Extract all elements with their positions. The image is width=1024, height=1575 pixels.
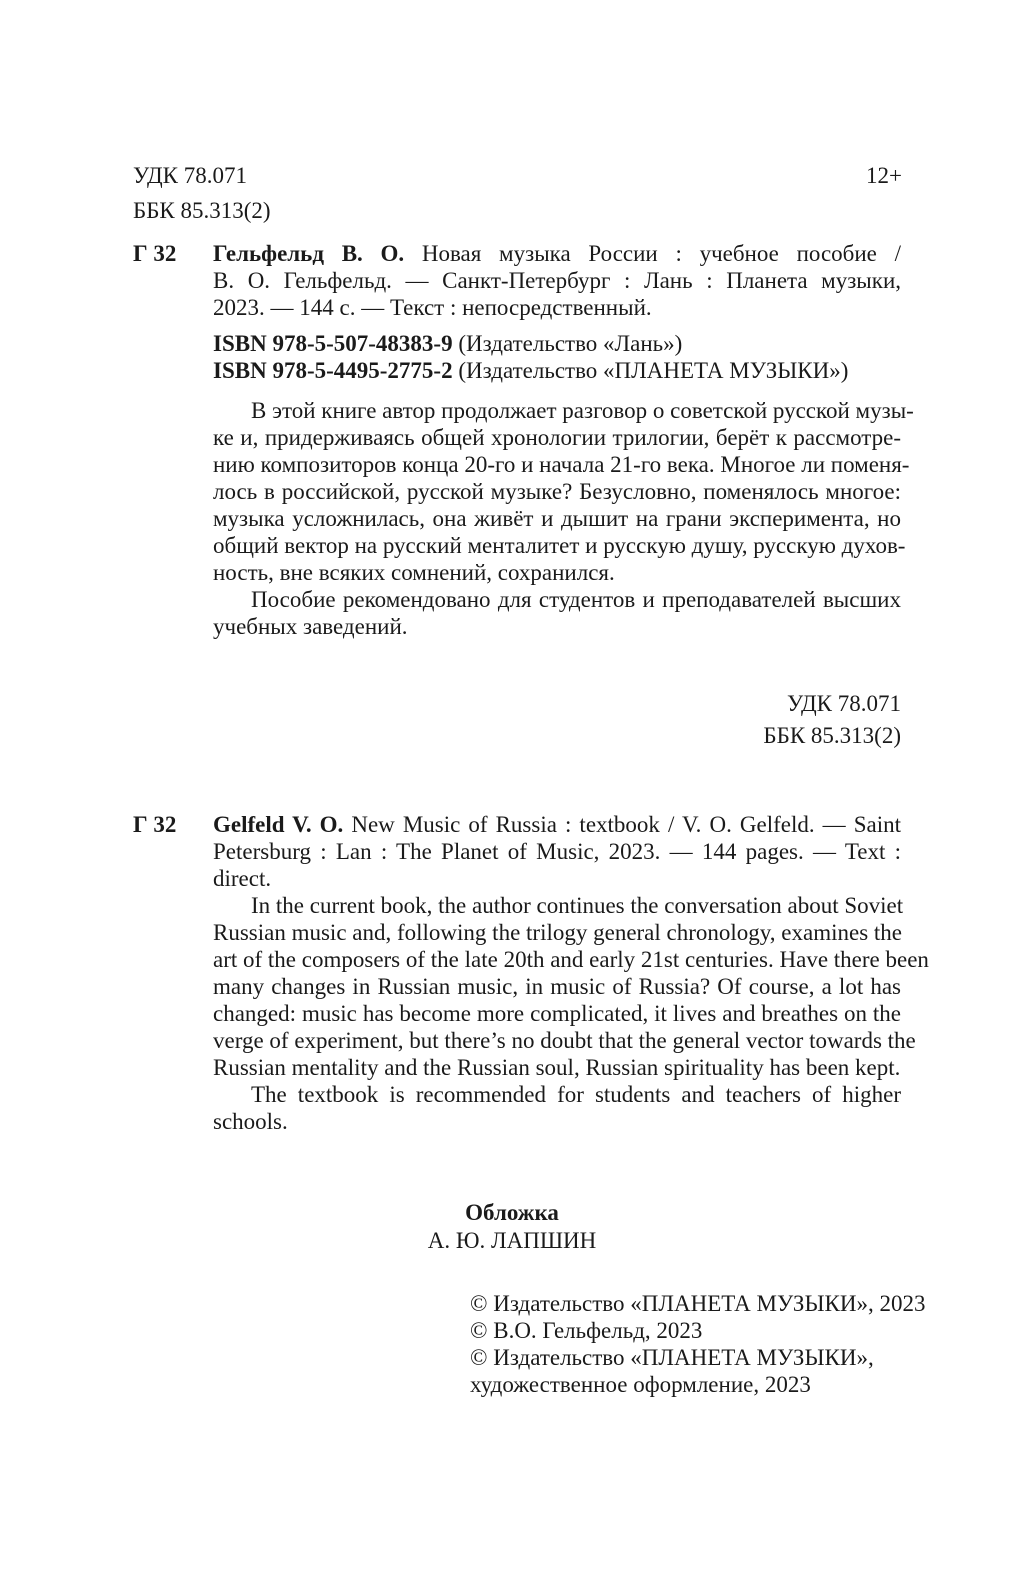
- cover-artist: А. Ю. ЛАПШИН: [427, 1228, 597, 1253]
- isbn-line-1: [213, 330, 682, 357]
- age-rating: 12+: [866, 163, 902, 188]
- annotation-ru-line: ке и, придерживаясь общей хронологии трилогии, берёт к рассмотре-: [213, 425, 901, 450]
- author-sign-en: Г 32: [133, 812, 177, 837]
- bib-line-en-2: Petersburg : Lan : The Planet of Music, 2023. — 144 pages. — Text :: [213, 839, 901, 864]
- recommendation-ru-line: учебных заведений.: [213, 614, 408, 639]
- recommendation-en-line: schools.: [213, 1109, 288, 1134]
- annotation-ru-line: ность, вне всяких сомнений, сохранился.: [213, 560, 615, 585]
- copyright-line: © В.О. Гельфельд, 2023: [470, 1318, 703, 1343]
- annotation-ru-line: нию композиторов конца 20-го и начала 21-го века. Многое ли поменя-: [213, 452, 910, 477]
- annotation-en-line: Russian mentality and the Russian soul, Russian spirituality has been kept.: [213, 1055, 901, 1080]
- bbk-code-right: ББК 85.313(2): [763, 723, 901, 748]
- annotation-en-line: verge of experiment, but there’s no doubt that the general vector towards the: [213, 1028, 916, 1053]
- annotation-en-line: art of the composers of the late 20th and early 21st centuries. Have there been: [213, 947, 929, 972]
- copyright-line: © Издательство «ПЛАНЕТА МУЗЫКИ», 2023: [470, 1291, 926, 1316]
- copyright-block: [470, 1290, 925, 1398]
- bib-text-en-1: New Music of Russia : textbook / V. O. Gelfeld. — Saint: [343, 812, 901, 837]
- isbn-2: ISBN 978-5-4495-2775-2: [213, 358, 453, 383]
- annotation-ru-line: В этой книге автор продолжает разговор о советской русской музы-: [251, 398, 914, 423]
- annotation-ru-line: общий вектор на русский менталитет и русскую душу, русскую духов-: [213, 533, 906, 558]
- annotation-en-line: In the current book, the author continues the conversation about Soviet: [251, 893, 904, 918]
- recommendation-en-line: The textbook is recommended for students and teachers of higher: [251, 1082, 901, 1107]
- bibliographic-record-en: [213, 811, 929, 1135]
- udk-code-right: УДК 78.071: [787, 691, 901, 716]
- annotation-ru-line: музыка усложнилась, она живёт и дышит на грани эксперимента, но: [213, 506, 901, 531]
- classification-codes-right: [763, 688, 901, 752]
- bib-line-en-1: [213, 811, 901, 838]
- annotation-en-line: many changes in Russian music, in music of Russia? Of course, a lot has: [213, 974, 901, 999]
- bib-line-en-3: direct.: [213, 866, 272, 891]
- annotation-ru: [213, 397, 914, 640]
- annotation-ru-line: лось в российской, русской музыке? Безусловно, поменялось многое:: [213, 479, 901, 504]
- udk-code: УДК 78.071: [133, 163, 247, 188]
- bibliographic-record-ru: [213, 240, 901, 321]
- annotation-en-line: changed: music has become more complicated, it lives and breathes on the: [213, 1001, 901, 1026]
- annotation-en-line: Russian music and, following the trilogy general chronology, examines the: [213, 920, 903, 945]
- author-sign-ru: Г 32: [133, 241, 177, 266]
- isbn-1: ISBN 978-5-507-48383-9: [213, 331, 453, 356]
- bib-line-ru-2: В. О. Гельфельд. — Санкт-Петербург : Лань : Планета музыки,: [213, 268, 901, 293]
- cover-heading: Обложка: [465, 1200, 559, 1225]
- author-name-ru: Гельфельд В. О.: [213, 241, 405, 266]
- bbk-code: ББК 85.313(2): [133, 198, 271, 223]
- author-name-en: Gelfeld V. O.: [213, 812, 344, 837]
- copyright-line: художественное оформление, 2023: [470, 1372, 811, 1397]
- isbn-1-publisher: (Издательство «Лань»): [452, 331, 683, 356]
- copyright-line: © Издательство «ПЛАНЕТА МУЗЫКИ»,: [470, 1345, 874, 1370]
- bib-line-ru-1: [213, 240, 901, 267]
- isbn-2-publisher: (Издательство «ПЛАНЕТА МУЗЫКИ»): [452, 358, 849, 383]
- bib-line-ru-3: 2023. — 144 с. — Текст : непосредственный.: [213, 295, 652, 320]
- bib-text-ru-1: Новая музыка России : учебное пособие /: [404, 241, 901, 266]
- isbn-line-2: [213, 357, 848, 384]
- recommendation-ru-line: Пособие рекомендовано для студентов и преподавателей высших: [251, 587, 901, 612]
